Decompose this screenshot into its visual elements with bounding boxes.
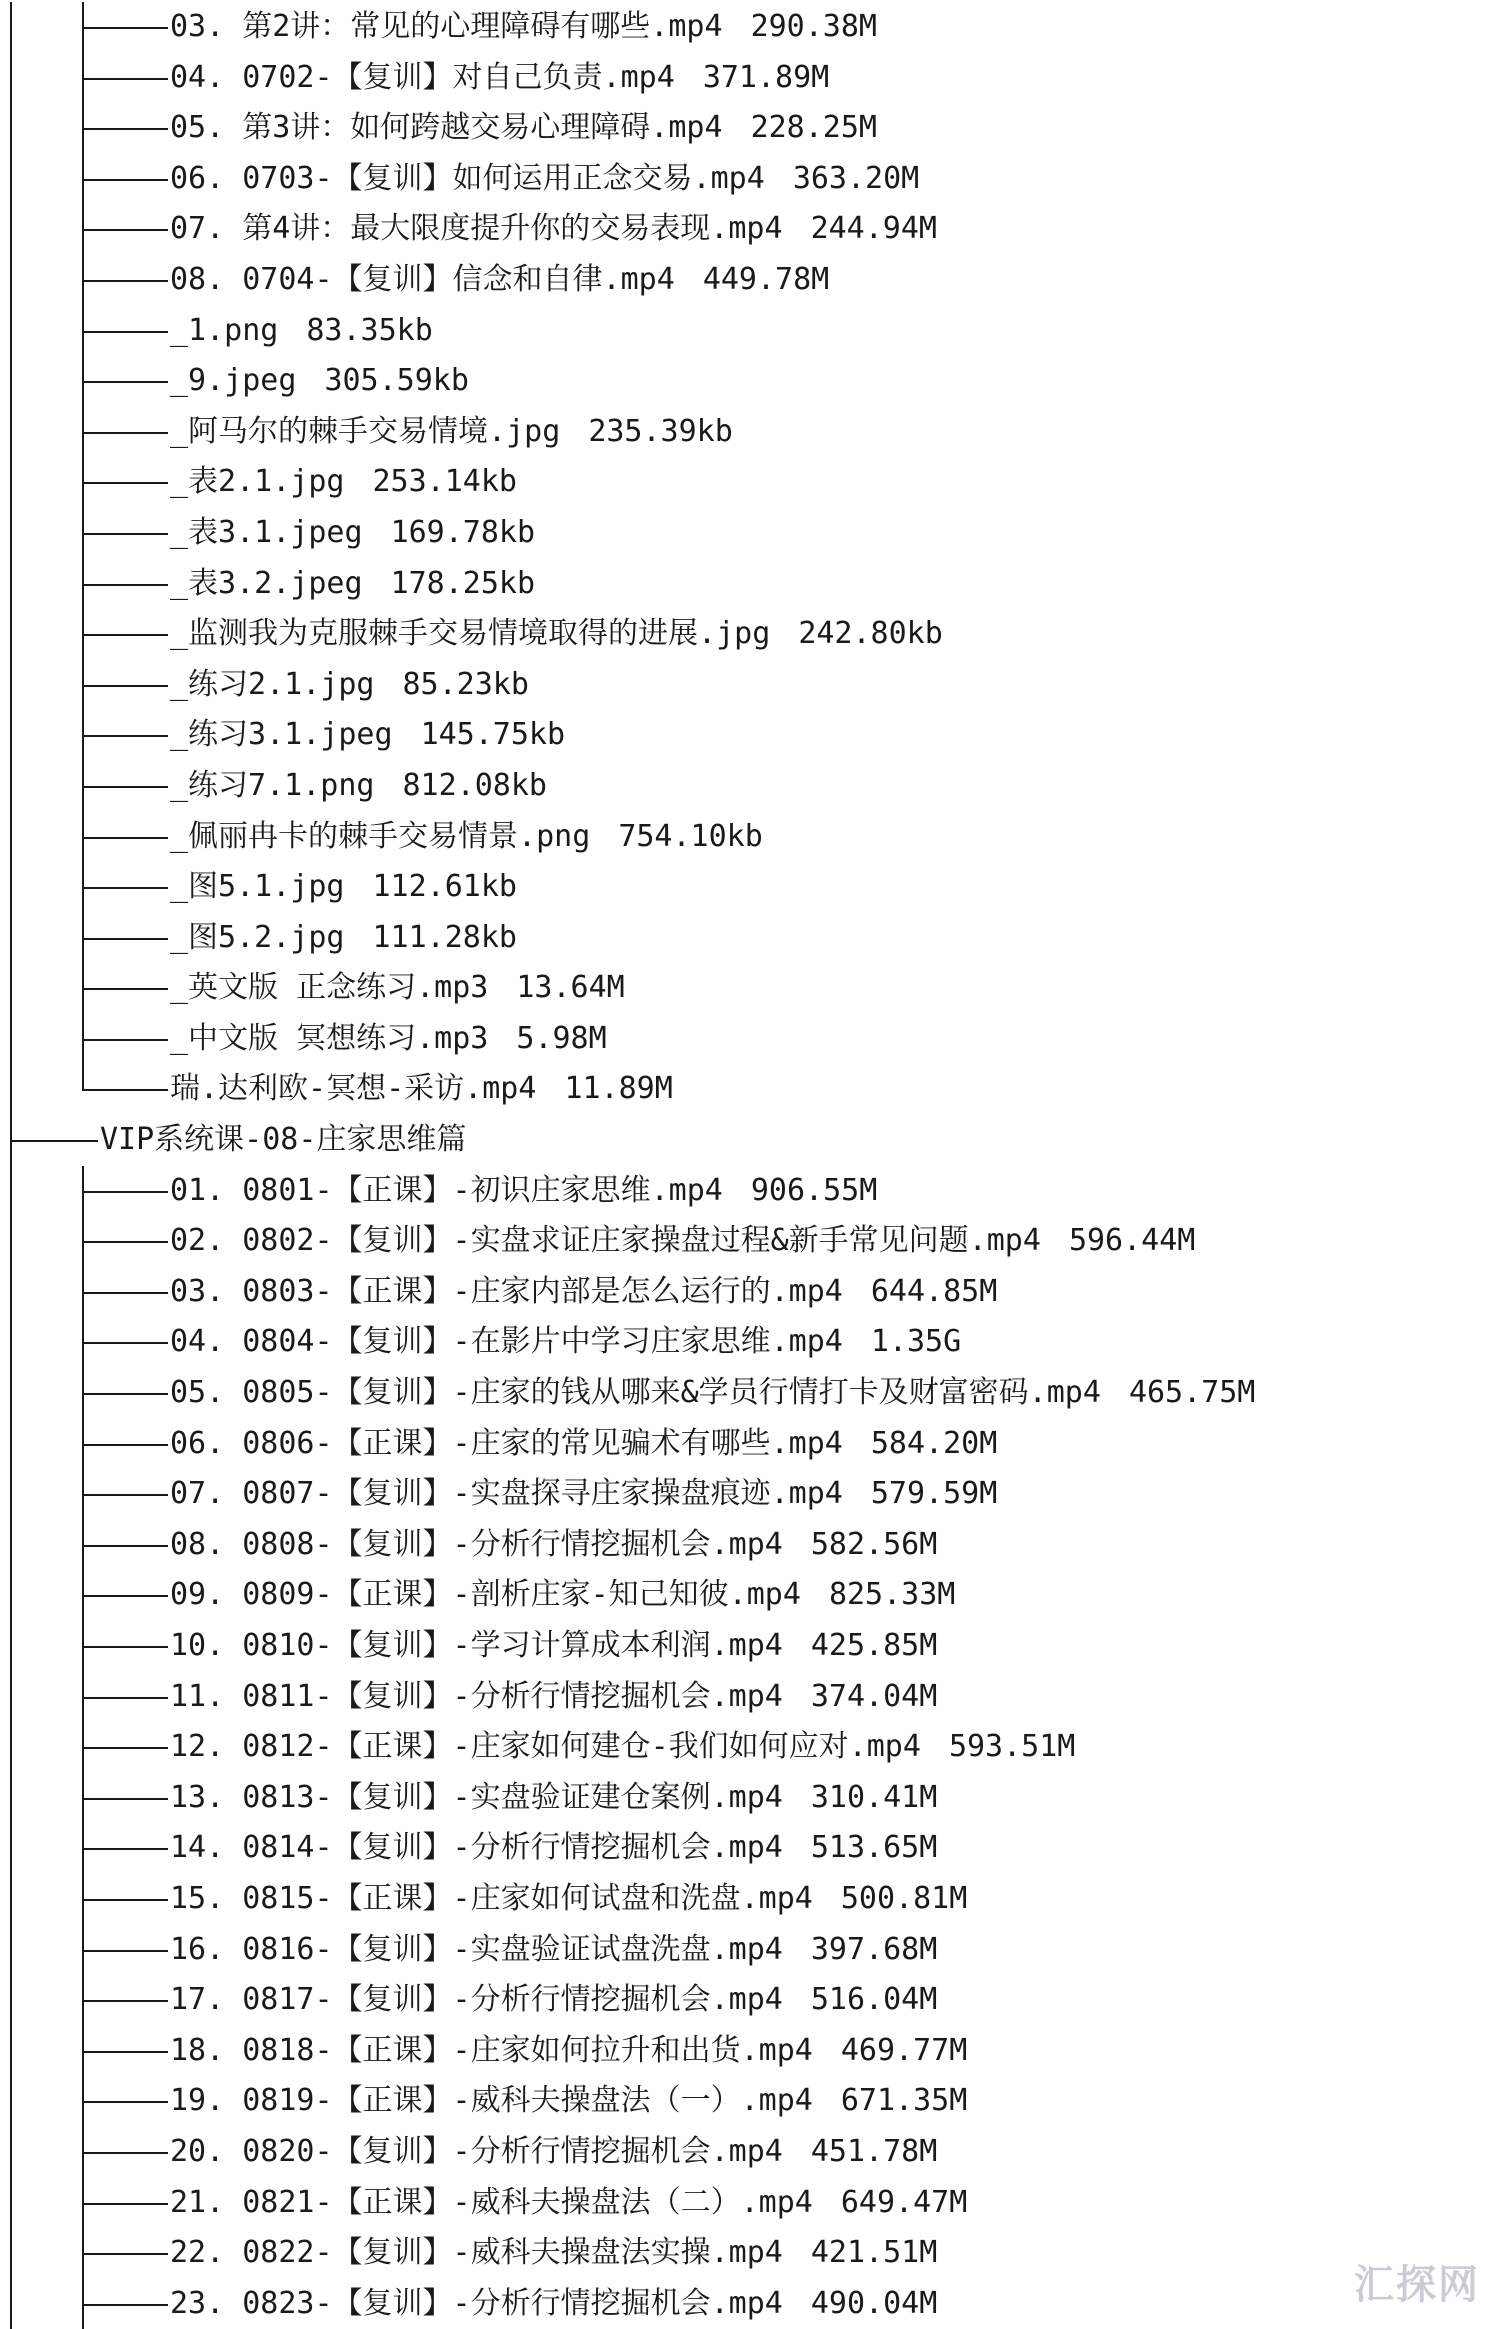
entry-label bbox=[170, 1975, 937, 2026]
tree-branch-connector bbox=[82, 1925, 168, 1976]
tree-branch-connector bbox=[82, 2, 168, 53]
file-name: 06. 0806-【正课】-庄家的常见骗术有哪些.mp4 bbox=[170, 1425, 843, 1461]
file-size: 596.44M bbox=[1068, 1223, 1196, 1259]
file-size: 516.04M bbox=[810, 1982, 938, 2018]
tree-guide-line bbox=[10, 1166, 12, 1217]
file-size: 305.59kb bbox=[324, 363, 469, 399]
file-size: 644.85M bbox=[870, 1273, 998, 1309]
file-name: 02. 0802-【复训】-实盘求证庄家操盘过程&新手常见问题.mp4 bbox=[170, 1223, 1041, 1259]
file-size: 244.94M bbox=[810, 211, 937, 247]
file-name: _英文版 正念练习.mp3 bbox=[170, 970, 489, 1006]
tree-branch-connector bbox=[82, 1874, 168, 1925]
file-name: 15. 0815-【正课】-庄家如何试盘和洗盘.mp4 bbox=[170, 1880, 813, 1916]
file-name: 13. 0813-【复训】-实盘验证建仓案例.mp4 bbox=[170, 1779, 783, 1815]
file-name: _中文版 冥想练习.mp3 bbox=[170, 1020, 489, 1056]
entry-label bbox=[170, 356, 469, 407]
file-name: 06. 0703-【复训】如何运用正念交易.mp4 bbox=[170, 160, 765, 196]
file-row[interactable] bbox=[0, 1773, 1500, 1824]
entry-label bbox=[170, 1520, 937, 1571]
entry-label bbox=[170, 963, 625, 1014]
tree-branch-connector bbox=[82, 2228, 168, 2279]
tree-guide-line bbox=[10, 2076, 12, 2127]
entry-label bbox=[170, 2178, 967, 2229]
tree-branch-connector bbox=[82, 609, 168, 660]
tree-guide-line bbox=[10, 2279, 12, 2329]
file-size: 579.59M bbox=[870, 1476, 998, 1512]
tree-branch-connector bbox=[82, 963, 168, 1014]
file-row[interactable] bbox=[0, 1014, 1500, 1065]
file-size: 513.65M bbox=[810, 1830, 938, 1866]
entry-label bbox=[170, 1216, 1195, 1267]
entry-label bbox=[170, 1823, 937, 1874]
file-row[interactable] bbox=[0, 204, 1500, 255]
file-size: 310.41M bbox=[810, 1779, 938, 1815]
file-name: 11. 0811-【复训】-分析行情挖掘机会.mp4 bbox=[170, 1678, 783, 1714]
tree-guide-line bbox=[10, 1672, 12, 1723]
tree-guide-line bbox=[10, 457, 12, 508]
file-size: 593.51M bbox=[948, 1729, 1076, 1765]
file-size: 584.20M bbox=[870, 1425, 998, 1461]
file-size: 1.35G bbox=[870, 1324, 962, 1360]
file-size: 13.64M bbox=[516, 970, 625, 1006]
file-size: 500.81M bbox=[840, 1880, 968, 1916]
tree-guide-line bbox=[10, 1773, 12, 1824]
tree-branch-connector bbox=[82, 1722, 168, 1773]
tree-guide-line bbox=[10, 306, 12, 357]
entry-label bbox=[170, 1014, 607, 1065]
file-size: 449.78M bbox=[702, 261, 830, 297]
file-row[interactable] bbox=[0, 508, 1500, 559]
file-row[interactable] bbox=[0, 2127, 1500, 2178]
file-row[interactable] bbox=[0, 1419, 1500, 1470]
entry-label bbox=[170, 204, 937, 255]
file-row[interactable] bbox=[0, 2228, 1500, 2279]
file-row[interactable] bbox=[0, 2279, 1500, 2329]
file-size: 812.08kb bbox=[402, 767, 547, 803]
file-row[interactable] bbox=[0, 1925, 1500, 1976]
tree-guide-line bbox=[10, 1874, 12, 1925]
entry-label bbox=[170, 103, 877, 154]
file-name: 18. 0818-【正课】-庄家如何拉升和出货.mp4 bbox=[170, 2032, 813, 2068]
file-size: 169.78kb bbox=[390, 514, 536, 550]
tree-branch-connector bbox=[82, 204, 168, 255]
tree-guide-line bbox=[10, 1064, 12, 1115]
file-name: _练习7.1.png bbox=[170, 767, 375, 803]
tree-branch-connector bbox=[82, 660, 168, 711]
file-name: _练习2.1.jpg bbox=[170, 666, 375, 702]
file-row[interactable] bbox=[0, 609, 1500, 660]
file-row[interactable] bbox=[0, 1621, 1500, 1672]
file-size: 85.23kb bbox=[402, 666, 529, 702]
file-size: 754.10kb bbox=[618, 818, 763, 854]
tree-branch-connector bbox=[82, 356, 168, 407]
file-size: 111.28kb bbox=[372, 919, 517, 955]
tree-guide-line bbox=[10, 1216, 12, 1267]
tree-branch-connector bbox=[82, 1520, 168, 1571]
file-row[interactable] bbox=[0, 356, 1500, 407]
tree-guide-line bbox=[10, 761, 12, 812]
file-size: 253.14kb bbox=[372, 464, 517, 500]
file-size: 5.98M bbox=[516, 1020, 607, 1056]
file-name: 瑞.达利欧-冥想-采访.mp4 bbox=[170, 1071, 537, 1107]
file-size: 374.04M bbox=[810, 1678, 938, 1714]
file-name: 17. 0817-【复训】-分析行情挖掘机会.mp4 bbox=[170, 1982, 783, 2018]
tree-branch-connector bbox=[82, 508, 168, 559]
file-row[interactable] bbox=[0, 1672, 1500, 1723]
file-size: 421.51M bbox=[810, 2235, 938, 2271]
file-row[interactable] bbox=[0, 53, 1500, 104]
tree-branch-connector bbox=[82, 862, 168, 913]
entry-label bbox=[170, 1672, 937, 1723]
file-name: _练习3.1.jpeg bbox=[170, 717, 393, 753]
tree-guide-line bbox=[10, 1419, 12, 1470]
file-row[interactable] bbox=[0, 862, 1500, 913]
file-name: 08. 0704-【复训】信念和自律.mp4 bbox=[170, 261, 675, 297]
tree-branch-connector bbox=[82, 1570, 168, 1621]
tree-branch-connector bbox=[10, 1115, 98, 1166]
file-size: 469.77M bbox=[840, 2032, 968, 2068]
file-size: 397.68M bbox=[810, 1931, 938, 1967]
tree-branch-connector bbox=[82, 255, 168, 306]
file-row[interactable] bbox=[0, 1874, 1500, 1925]
file-name: _表3.1.jpeg bbox=[170, 514, 363, 550]
entry-label bbox=[170, 761, 547, 812]
entry-label bbox=[170, 154, 919, 205]
entry-label bbox=[170, 407, 733, 458]
file-name: 05. 0805-【复训】-庄家的钱从哪来&学员行情打卡及财富密码.mp4 bbox=[170, 1375, 1101, 1411]
file-row[interactable] bbox=[0, 1570, 1500, 1621]
watermark-logo: 汇探网 bbox=[1354, 2262, 1480, 2308]
file-row[interactable] bbox=[0, 1975, 1500, 2026]
tree-guide-line bbox=[10, 1014, 12, 1065]
tree-branch-connector bbox=[82, 1773, 168, 1824]
tree-guide-line bbox=[10, 2127, 12, 2178]
entry-label bbox=[170, 1722, 1075, 1773]
file-name: _图5.1.jpg bbox=[170, 869, 345, 905]
file-row[interactable] bbox=[0, 761, 1500, 812]
folder-name: VIP系统课-08-庄家思维篇 bbox=[100, 1122, 467, 1158]
file-name: 23. 0823-【复训】-分析行情挖掘机会.mp4 bbox=[170, 2285, 783, 2321]
entry-label bbox=[170, 2076, 967, 2127]
tree-branch-connector bbox=[82, 457, 168, 508]
tree-guide-line bbox=[10, 1823, 12, 1874]
file-row[interactable] bbox=[0, 1216, 1500, 1267]
file-name: _表2.1.jpg bbox=[170, 464, 345, 500]
file-size: 112.61kb bbox=[372, 869, 517, 905]
file-name: 04. 0804-【复训】-在影片中学习庄家思维.mp4 bbox=[170, 1324, 843, 1360]
entry-label bbox=[170, 1621, 937, 1672]
file-row[interactable] bbox=[0, 1368, 1500, 1419]
file-size: 582.56M bbox=[810, 1526, 938, 1562]
entry-label bbox=[170, 1874, 967, 1925]
tree-branch-connector bbox=[82, 154, 168, 205]
file-size: 83.35kb bbox=[306, 312, 433, 348]
entry-label bbox=[170, 1064, 673, 1115]
file-name: _佩丽冉卡的棘手交易情景.png bbox=[170, 818, 591, 854]
file-row[interactable] bbox=[0, 660, 1500, 711]
tree-branch-connector bbox=[82, 407, 168, 458]
tree-guide-line bbox=[10, 559, 12, 610]
file-name: 21. 0821-【正课】-威科夫操盘法（二）.mp4 bbox=[170, 2184, 813, 2220]
file-size: 465.75M bbox=[1128, 1375, 1256, 1411]
tree-branch-connector bbox=[82, 1975, 168, 2026]
file-size: 825.33M bbox=[828, 1577, 956, 1613]
file-size: 451.78M bbox=[810, 2133, 938, 2169]
tree-guide-line bbox=[10, 356, 12, 407]
entry-label bbox=[170, 660, 529, 711]
tree-branch-connector bbox=[82, 1823, 168, 1874]
file-name: 03. 0803-【正课】-庄家内部是怎么运行的.mp4 bbox=[170, 1273, 843, 1309]
tree-branch-connector bbox=[82, 559, 168, 610]
entry-label bbox=[170, 1267, 997, 1318]
file-name: 22. 0822-【复训】-威科夫操盘法实操.mp4 bbox=[170, 2235, 783, 2271]
tree-guide-line bbox=[10, 2, 12, 53]
file-size: 235.39kb bbox=[588, 413, 733, 449]
file-size: 363.20M bbox=[792, 160, 920, 196]
file-name: 14. 0814-【复训】-分析行情挖掘机会.mp4 bbox=[170, 1830, 783, 1866]
tree-branch-connector bbox=[82, 2178, 168, 2229]
file-name: 07. 0807-【复训】-实盘探寻庄家操盘痕迹.mp4 bbox=[170, 1476, 843, 1512]
tree-branch-connector bbox=[82, 2279, 168, 2329]
file-size: 906.55M bbox=[750, 1172, 878, 1208]
file-name: _图5.2.jpg bbox=[170, 919, 345, 955]
tree-guide-line bbox=[10, 2178, 12, 2229]
tree-branch-connector bbox=[82, 1064, 168, 1115]
tree-guide-line bbox=[10, 1520, 12, 1571]
tree-guide-line bbox=[10, 609, 12, 660]
file-size: 178.25kb bbox=[390, 565, 536, 601]
tree-guide-line bbox=[10, 2228, 12, 2279]
tree-branch-connector bbox=[82, 1014, 168, 1065]
tree-guide-line bbox=[10, 53, 12, 104]
entry-label bbox=[170, 913, 517, 964]
file-row[interactable] bbox=[0, 154, 1500, 205]
tree-guide-line bbox=[10, 660, 12, 711]
file-size: 11.89M bbox=[564, 1071, 673, 1107]
tree-branch-connector bbox=[82, 1419, 168, 1470]
tree-guide-line bbox=[10, 1368, 12, 1419]
tree-branch-connector bbox=[82, 306, 168, 357]
tree-branch-connector bbox=[82, 1621, 168, 1672]
file-row[interactable] bbox=[0, 1520, 1500, 1571]
tree-guide-line bbox=[10, 508, 12, 559]
file-row[interactable] bbox=[0, 710, 1500, 761]
file-row[interactable] bbox=[0, 103, 1500, 154]
file-name: _表3.2.jpeg bbox=[170, 565, 363, 601]
tree-guide-line bbox=[10, 1722, 12, 1773]
file-row[interactable] bbox=[0, 1166, 1500, 1217]
entry-label bbox=[100, 1115, 466, 1166]
entry-label bbox=[170, 1469, 997, 1520]
file-name: 04. 0702-【复训】对自己负责.mp4 bbox=[170, 59, 675, 95]
file-name: _1.png bbox=[170, 312, 279, 348]
file-name: 20. 0820-【复训】-分析行情挖掘机会.mp4 bbox=[170, 2133, 783, 2169]
file-row[interactable] bbox=[0, 255, 1500, 306]
file-name: _9.jpeg bbox=[170, 363, 297, 399]
tree-branch-connector bbox=[82, 710, 168, 761]
folder-row[interactable] bbox=[0, 1115, 1500, 1166]
tree-guide-line bbox=[10, 154, 12, 205]
file-name: 07. 第4讲：最大限度提升你的交易表现.mp4 bbox=[170, 211, 783, 247]
file-size: 242.80kb bbox=[798, 616, 943, 652]
tree-guide-line bbox=[10, 710, 12, 761]
entry-label bbox=[170, 559, 535, 610]
tree-guide-line bbox=[10, 1317, 12, 1368]
entry-label bbox=[170, 508, 535, 559]
tree-guide-line bbox=[10, 963, 12, 1014]
entry-label bbox=[170, 1773, 937, 1824]
tree-branch-connector bbox=[82, 1166, 168, 1217]
tree-branch-connector bbox=[82, 913, 168, 964]
file-row[interactable] bbox=[0, 2076, 1500, 2127]
file-row[interactable] bbox=[0, 457, 1500, 508]
tree-guide-line bbox=[10, 1469, 12, 1520]
entry-label bbox=[170, 862, 517, 913]
entry-label bbox=[170, 53, 829, 104]
tree-branch-connector bbox=[82, 761, 168, 812]
entry-label bbox=[170, 1419, 997, 1470]
entry-label bbox=[170, 812, 763, 863]
file-name: _阿马尔的棘手交易情境.jpg bbox=[170, 413, 561, 449]
tree-guide-line bbox=[10, 913, 12, 964]
file-name: 10. 0810-【复训】-学习计算成本利润.mp4 bbox=[170, 1628, 783, 1663]
file-size: 290.38M bbox=[750, 9, 877, 44]
tree-guide-line bbox=[10, 862, 12, 913]
tree-guide-line bbox=[10, 407, 12, 458]
file-size: 371.89M bbox=[702, 59, 830, 95]
file-row[interactable] bbox=[0, 1469, 1500, 1520]
file-row[interactable] bbox=[0, 963, 1500, 1014]
file-name: 05. 第3讲：如何跨越交易心理障碍.mp4 bbox=[170, 110, 723, 146]
entry-label bbox=[170, 1368, 1255, 1419]
tree-guide-line bbox=[10, 103, 12, 154]
file-row[interactable] bbox=[0, 1317, 1500, 1368]
file-row[interactable] bbox=[0, 2026, 1500, 2077]
file-size: 490.04M bbox=[810, 2285, 938, 2321]
entry-label bbox=[170, 2, 877, 53]
tree-guide-line bbox=[10, 2026, 12, 2077]
entry-label bbox=[170, 2228, 937, 2279]
file-name: 01. 0801-【正课】-初识庄家思维.mp4 bbox=[170, 1172, 723, 1208]
tree-branch-connector bbox=[82, 1368, 168, 1419]
tree-guide-line bbox=[10, 812, 12, 863]
file-row[interactable] bbox=[0, 1722, 1500, 1773]
file-name: 16. 0816-【复训】-实盘验证试盘洗盘.mp4 bbox=[170, 1931, 783, 1967]
file-tree bbox=[0, 2, 1500, 2329]
tree-branch-connector bbox=[82, 2127, 168, 2178]
file-row[interactable] bbox=[0, 913, 1500, 964]
file-row[interactable] bbox=[0, 1823, 1500, 1874]
file-name: 09. 0809-【正课】-剖析庄家-知己知彼.mp4 bbox=[170, 1577, 801, 1613]
file-size: 671.35M bbox=[840, 2083, 968, 2119]
entry-label bbox=[170, 2127, 937, 2178]
tree-guide-line bbox=[10, 1975, 12, 2026]
tree-branch-connector bbox=[82, 2076, 168, 2127]
tree-guide-line bbox=[10, 1267, 12, 1318]
tree-branch-connector bbox=[82, 2026, 168, 2077]
entry-label bbox=[170, 457, 517, 508]
file-row[interactable] bbox=[0, 306, 1500, 357]
file-name: 08. 0808-【复训】-分析行情挖掘机会.mp4 bbox=[170, 1526, 783, 1562]
file-name: 19. 0819-【正课】-威科夫操盘法（一）.mp4 bbox=[170, 2083, 813, 2119]
file-row[interactable] bbox=[0, 2, 1500, 53]
tree-branch-connector bbox=[82, 1267, 168, 1318]
entry-label bbox=[170, 2279, 937, 2329]
file-size: 228.25M bbox=[750, 110, 877, 146]
file-name: 12. 0812-【正课】-庄家如何建仓-我们如何应对.mp4 bbox=[170, 1729, 921, 1765]
entry-label bbox=[170, 1925, 937, 1976]
tree-branch-connector bbox=[82, 53, 168, 104]
entry-label bbox=[170, 710, 565, 761]
file-row[interactable] bbox=[0, 812, 1500, 863]
tree-guide-line bbox=[10, 204, 12, 255]
entry-label bbox=[170, 1317, 961, 1368]
entry-label bbox=[170, 2026, 967, 2077]
tree-guide-line bbox=[10, 255, 12, 306]
file-name: _监测我为克服棘手交易情境取得的进展.jpg bbox=[170, 616, 771, 652]
tree-branch-connector bbox=[82, 103, 168, 154]
file-size: 425.85M bbox=[810, 1628, 938, 1663]
entry-label bbox=[170, 1166, 877, 1217]
file-row[interactable] bbox=[0, 2178, 1500, 2229]
entry-label bbox=[170, 306, 433, 357]
file-name: 03. 第2讲：常见的心理障碍有哪些.mp4 bbox=[170, 9, 723, 44]
tree-branch-connector bbox=[82, 1317, 168, 1368]
tree-guide-line bbox=[10, 1570, 12, 1621]
tree-branch-connector bbox=[82, 812, 168, 863]
file-row[interactable] bbox=[0, 407, 1500, 458]
file-row[interactable] bbox=[0, 1064, 1500, 1115]
tree-branch-connector bbox=[82, 1672, 168, 1723]
file-row[interactable] bbox=[0, 559, 1500, 610]
file-size: 649.47M bbox=[840, 2184, 968, 2220]
file-row[interactable] bbox=[0, 1267, 1500, 1318]
tree-guide-line bbox=[10, 1925, 12, 1976]
entry-label bbox=[170, 609, 943, 660]
file-size: 145.75kb bbox=[420, 717, 566, 753]
tree-guide-line bbox=[10, 1621, 12, 1672]
entry-label bbox=[170, 1570, 955, 1621]
tree-branch-connector bbox=[82, 1216, 168, 1267]
entry-label bbox=[170, 255, 829, 306]
tree-branch-connector bbox=[82, 1469, 168, 1520]
